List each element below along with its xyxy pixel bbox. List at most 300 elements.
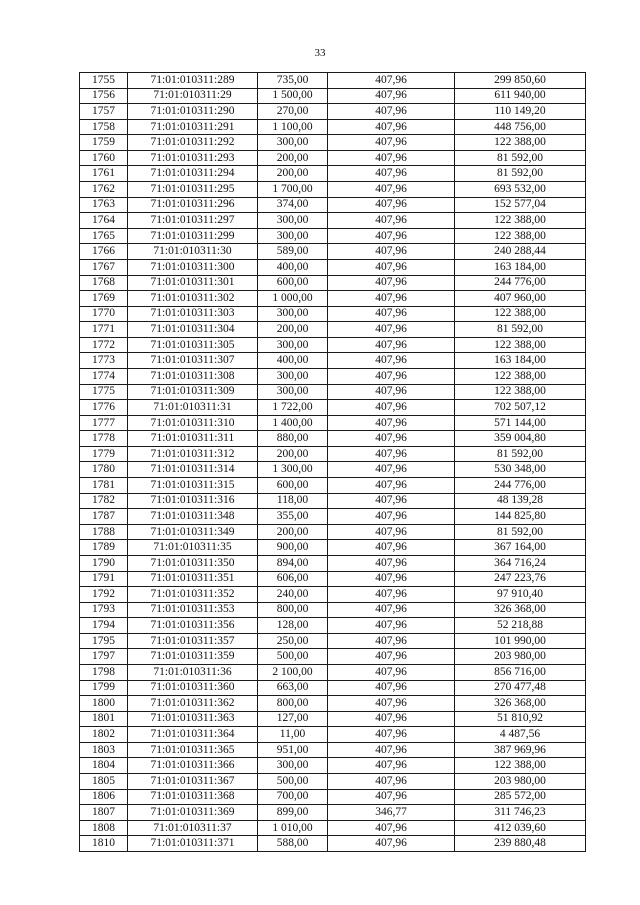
cadastral-value-cell: 81 592,00: [455, 150, 586, 166]
table-row: [80, 119, 586, 135]
row-number-cell: 1807: [80, 805, 128, 821]
area-cell: 899,00: [258, 805, 328, 821]
area-cell: 300,00: [258, 228, 328, 244]
area-cell: 600,00: [258, 478, 328, 494]
row-number-cell: 1761: [80, 166, 128, 182]
cadastral-number-cell: 71:01:010311:31: [128, 400, 258, 416]
area-cell: 900,00: [258, 540, 328, 556]
cadastral-number-cell: 71:01:010311:30: [128, 244, 258, 260]
cadastral-number-cell: 71:01:010311:296: [128, 197, 258, 213]
row-number-cell: 1810: [80, 836, 128, 852]
table-row: [80, 322, 586, 338]
area-cell: 1 300,00: [258, 462, 328, 478]
row-number-cell: 1770: [80, 306, 128, 322]
cadastral-number-cell: 71:01:010311:307: [128, 353, 258, 369]
area-cell: 400,00: [258, 353, 328, 369]
area-cell: 1 010,00: [258, 820, 328, 836]
cadastral-value-cell: 611 940,00: [455, 88, 586, 104]
area-cell: 200,00: [258, 166, 328, 182]
table-row: [80, 306, 586, 322]
area-cell: 300,00: [258, 306, 328, 322]
specific-value-cell: 407,96: [328, 540, 455, 556]
table-row: [80, 493, 586, 509]
specific-value-cell: 407,96: [328, 135, 455, 151]
row-number-cell: 1790: [80, 555, 128, 571]
area-cell: 200,00: [258, 524, 328, 540]
specific-value-cell: 407,96: [328, 758, 455, 774]
cadastral-value-cell: 122 388,00: [455, 228, 586, 244]
cadastral-value-cell: 448 756,00: [455, 119, 586, 135]
cadastral-number-cell: 71:01:010311:362: [128, 696, 258, 712]
area-cell: 374,00: [258, 197, 328, 213]
row-number-cell: 1803: [80, 742, 128, 758]
specific-value-cell: 407,96: [328, 368, 455, 384]
table-row: [80, 711, 586, 727]
area-cell: 1 000,00: [258, 291, 328, 307]
specific-value-cell: 407,96: [328, 836, 455, 852]
row-number-cell: 1755: [80, 73, 128, 89]
table-row: [80, 73, 586, 89]
specific-value-cell: 407,96: [328, 244, 455, 260]
cadastral-value-cell: 285 572,00: [455, 789, 586, 805]
cadastral-value-cell: 122 388,00: [455, 384, 586, 400]
cadastral-value-cell: 359 004,80: [455, 431, 586, 447]
row-number-cell: 1758: [80, 119, 128, 135]
cadastral-value-cell: 203 980,00: [455, 774, 586, 790]
table-row: [80, 587, 586, 603]
row-number-cell: 1792: [80, 587, 128, 603]
row-number-cell: 1757: [80, 104, 128, 120]
row-number-cell: 1772: [80, 337, 128, 353]
area-cell: 735,00: [258, 73, 328, 89]
cadastral-value-cell: 244 776,00: [455, 275, 586, 291]
row-number-cell: 1798: [80, 664, 128, 680]
table-row: [80, 524, 586, 540]
table-row: [80, 602, 586, 618]
row-number-cell: 1808: [80, 820, 128, 836]
cadastral-number-cell: 71:01:010311:293: [128, 150, 258, 166]
table-row: [80, 291, 586, 307]
specific-value-cell: 407,96: [328, 431, 455, 447]
cadastral-value-cell: 122 388,00: [455, 758, 586, 774]
cadastral-value-cell: 144 825,80: [455, 509, 586, 525]
table-row: [80, 431, 586, 447]
cadastral-value-cell: 122 388,00: [455, 368, 586, 384]
cadastral-value-cell: 163 184,00: [455, 353, 586, 369]
area-cell: 300,00: [258, 368, 328, 384]
cadastral-number-cell: 71:01:010311:302: [128, 291, 258, 307]
cadastral-number-cell: 71:01:010311:359: [128, 649, 258, 665]
table-row: [80, 774, 586, 790]
cadastral-value-cell: 326 368,00: [455, 602, 586, 618]
cadastral-value-cell: 702 507,12: [455, 400, 586, 416]
area-cell: 300,00: [258, 135, 328, 151]
cadastral-number-cell: 71:01:010311:349: [128, 524, 258, 540]
cadastral-number-cell: 71:01:010311:363: [128, 711, 258, 727]
row-number-cell: 1763: [80, 197, 128, 213]
table-row: [80, 462, 586, 478]
area-cell: 663,00: [258, 680, 328, 696]
cadastral-value-cell: 163 184,00: [455, 259, 586, 275]
specific-value-cell: 407,96: [328, 400, 455, 416]
row-number-cell: 1764: [80, 213, 128, 229]
table-row: [80, 742, 586, 758]
table-row: [80, 213, 586, 229]
area-cell: 300,00: [258, 758, 328, 774]
area-cell: 400,00: [258, 259, 328, 275]
area-cell: 270,00: [258, 104, 328, 120]
cadastral-number-cell: 71:01:010311:316: [128, 493, 258, 509]
row-number-cell: 1760: [80, 150, 128, 166]
specific-value-cell: 407,96: [328, 633, 455, 649]
row-number-cell: 1800: [80, 696, 128, 712]
specific-value-cell: 407,96: [328, 384, 455, 400]
row-number-cell: 1756: [80, 88, 128, 104]
table-row: [80, 259, 586, 275]
table-row: [80, 571, 586, 587]
cadastral-value-cell: 122 388,00: [455, 306, 586, 322]
row-number-cell: 1777: [80, 415, 128, 431]
row-number-cell: 1781: [80, 478, 128, 494]
row-number-cell: 1771: [80, 322, 128, 338]
row-number-cell: 1779: [80, 446, 128, 462]
table-body: [80, 73, 586, 852]
row-number-cell: 1768: [80, 275, 128, 291]
table-row: [80, 664, 586, 680]
area-cell: 355,00: [258, 509, 328, 525]
row-number-cell: 1778: [80, 431, 128, 447]
cadastral-value-cell: 407 960,00: [455, 291, 586, 307]
row-number-cell: 1788: [80, 524, 128, 540]
area-cell: 1 700,00: [258, 182, 328, 198]
cadastral-value-cell: 97 910,40: [455, 587, 586, 603]
specific-value-cell: 407,96: [328, 337, 455, 353]
specific-value-cell: 407,96: [328, 774, 455, 790]
cadastral-value-cell: 4 487,56: [455, 727, 586, 743]
specific-value-cell: 407,96: [328, 711, 455, 727]
cadastral-value-cell: 52 218,88: [455, 618, 586, 634]
cadastral-number-cell: 71:01:010311:367: [128, 774, 258, 790]
table-row: [80, 680, 586, 696]
specific-value-cell: 407,96: [328, 73, 455, 89]
specific-value-cell: 407,96: [328, 259, 455, 275]
cadastral-value-cell: 122 388,00: [455, 135, 586, 151]
cadastral-number-cell: 71:01:010311:37: [128, 820, 258, 836]
specific-value-cell: 407,96: [328, 166, 455, 182]
row-number-cell: 1802: [80, 727, 128, 743]
cadastral-number-cell: 71:01:010311:297: [128, 213, 258, 229]
cadastral-value-cell: 81 592,00: [455, 166, 586, 182]
specific-value-cell: 407,96: [328, 509, 455, 525]
specific-value-cell: 407,96: [328, 291, 455, 307]
specific-value-cell: 407,96: [328, 322, 455, 338]
table-row: [80, 836, 586, 852]
specific-value-cell: 346,77: [328, 805, 455, 821]
specific-value-cell: 407,96: [328, 696, 455, 712]
table-row: [80, 633, 586, 649]
cadastral-number-cell: 71:01:010311:360: [128, 680, 258, 696]
page-number: 33: [314, 47, 326, 59]
row-number-cell: 1795: [80, 633, 128, 649]
table-row: [80, 104, 586, 120]
table-row: [80, 400, 586, 416]
row-number-cell: 1773: [80, 353, 128, 369]
specific-value-cell: 407,96: [328, 462, 455, 478]
specific-value-cell: 407,96: [328, 664, 455, 680]
area-cell: 200,00: [258, 150, 328, 166]
table-row: [80, 244, 586, 260]
cadastral-number-cell: 71:01:010311:309: [128, 384, 258, 400]
area-cell: 800,00: [258, 602, 328, 618]
cadastral-value-cell: 326 368,00: [455, 696, 586, 712]
specific-value-cell: 407,96: [328, 478, 455, 494]
specific-value-cell: 407,96: [328, 680, 455, 696]
cadastral-number-cell: 71:01:010311:315: [128, 478, 258, 494]
cadastral-value-cell: 299 850,60: [455, 73, 586, 89]
row-number-cell: 1804: [80, 758, 128, 774]
area-cell: 800,00: [258, 696, 328, 712]
cadastral-number-cell: 71:01:010311:294: [128, 166, 258, 182]
row-number-cell: 1782: [80, 493, 128, 509]
area-cell: 200,00: [258, 322, 328, 338]
table-row: [80, 135, 586, 151]
area-cell: 1 400,00: [258, 415, 328, 431]
cadastral-number-cell: 71:01:010311:357: [128, 633, 258, 649]
table-row: [80, 415, 586, 431]
row-number-cell: 1759: [80, 135, 128, 151]
row-number-cell: 1776: [80, 400, 128, 416]
cadastral-value-cell: 311 746,23: [455, 805, 586, 821]
cadastral-value-cell: 81 592,00: [455, 524, 586, 540]
table-row: [80, 150, 586, 166]
cadastral-number-cell: 71:01:010311:364: [128, 727, 258, 743]
cadastral-number-cell: 71:01:010311:304: [128, 322, 258, 338]
table-row: [80, 555, 586, 571]
specific-value-cell: 407,96: [328, 275, 455, 291]
cadastral-value-cell: 387 969,96: [455, 742, 586, 758]
table-row: [80, 353, 586, 369]
cadastral-number-cell: 71:01:010311:295: [128, 182, 258, 198]
table-row: [80, 182, 586, 198]
table-row: [80, 618, 586, 634]
area-cell: 500,00: [258, 774, 328, 790]
area-cell: 1 100,00: [258, 119, 328, 135]
table-row: [80, 820, 586, 836]
row-number-cell: 1787: [80, 509, 128, 525]
specific-value-cell: 407,96: [328, 213, 455, 229]
cadastral-number-cell: 71:01:010311:300: [128, 259, 258, 275]
specific-value-cell: 407,96: [328, 649, 455, 665]
table-row: [80, 368, 586, 384]
table-row: [80, 275, 586, 291]
specific-value-cell: 407,96: [328, 820, 455, 836]
specific-value-cell: 407,96: [328, 182, 455, 198]
cadastral-value-cell: 240 288,44: [455, 244, 586, 260]
area-cell: 127,00: [258, 711, 328, 727]
specific-value-cell: 407,96: [328, 727, 455, 743]
area-cell: 894,00: [258, 555, 328, 571]
cadastral-value-cell: 856 716,00: [455, 664, 586, 680]
row-number-cell: 1775: [80, 384, 128, 400]
row-number-cell: 1806: [80, 789, 128, 805]
row-number-cell: 1765: [80, 228, 128, 244]
table-row: [80, 649, 586, 665]
cadastral-number-cell: 71:01:010311:303: [128, 306, 258, 322]
cadastral-value-cell: 101 990,00: [455, 633, 586, 649]
cadastral-value-cell: 110 149,20: [455, 104, 586, 120]
row-number-cell: 1762: [80, 182, 128, 198]
row-number-cell: 1766: [80, 244, 128, 260]
cadastral-number-cell: 71:01:010311:291: [128, 119, 258, 135]
cadastral-value-cell: 412 039,60: [455, 820, 586, 836]
table-row: [80, 509, 586, 525]
table-row: [80, 446, 586, 462]
area-cell: 880,00: [258, 431, 328, 447]
specific-value-cell: 407,96: [328, 197, 455, 213]
row-number-cell: 1789: [80, 540, 128, 556]
cadastral-number-cell: 71:01:010311:369: [128, 805, 258, 821]
area-cell: 700,00: [258, 789, 328, 805]
cadastral-value-cell: 693 532,00: [455, 182, 586, 198]
table-row: [80, 727, 586, 743]
table-row: [80, 540, 586, 556]
area-cell: 951,00: [258, 742, 328, 758]
cadastral-number-cell: 71:01:010311:311: [128, 431, 258, 447]
specific-value-cell: 407,96: [328, 228, 455, 244]
table-row: [80, 789, 586, 805]
cadastral-value-cell: 203 980,00: [455, 649, 586, 665]
cadastral-number-cell: 71:01:010311:36: [128, 664, 258, 680]
cadastral-number-cell: 71:01:010311:305: [128, 337, 258, 353]
area-cell: 2 100,00: [258, 664, 328, 680]
area-cell: 300,00: [258, 213, 328, 229]
area-cell: 250,00: [258, 633, 328, 649]
cadastral-value-cell: 122 388,00: [455, 337, 586, 353]
row-number-cell: 1797: [80, 649, 128, 665]
area-cell: 1 500,00: [258, 88, 328, 104]
specific-value-cell: 407,96: [328, 415, 455, 431]
table-row: [80, 384, 586, 400]
row-number-cell: 1801: [80, 711, 128, 727]
specific-value-cell: 407,96: [328, 789, 455, 805]
row-number-cell: 1791: [80, 571, 128, 587]
cadastral-value-cell: 367 164,00: [455, 540, 586, 556]
table-row: [80, 696, 586, 712]
table-row: [80, 805, 586, 821]
specific-value-cell: 407,96: [328, 88, 455, 104]
area-cell: 588,00: [258, 836, 328, 852]
cadastral-number-cell: 71:01:010311:366: [128, 758, 258, 774]
specific-value-cell: 407,96: [328, 571, 455, 587]
row-number-cell: 1774: [80, 368, 128, 384]
cadastral-value-cell: 270 477,48: [455, 680, 586, 696]
row-number-cell: 1767: [80, 259, 128, 275]
cadastral-value-cell: 152 577,04: [455, 197, 586, 213]
row-number-cell: 1793: [80, 602, 128, 618]
table-row: [80, 337, 586, 353]
cadastral-number-cell: 71:01:010311:351: [128, 571, 258, 587]
table-row: [80, 88, 586, 104]
cadastral-value-cell: 122 388,00: [455, 213, 586, 229]
row-number-cell: 1805: [80, 774, 128, 790]
cadastral-value-cell: 81 592,00: [455, 446, 586, 462]
specific-value-cell: 407,96: [328, 104, 455, 120]
specific-value-cell: 407,96: [328, 587, 455, 603]
table-row: [80, 758, 586, 774]
cadastral-number-cell: 71:01:010311:308: [128, 368, 258, 384]
cadastral-number-cell: 71:01:010311:365: [128, 742, 258, 758]
area-cell: 300,00: [258, 384, 328, 400]
area-cell: 200,00: [258, 446, 328, 462]
cadastral-number-cell: 71:01:010311:301: [128, 275, 258, 291]
cadastral-value-cell: 364 716,24: [455, 555, 586, 571]
area-cell: 1 722,00: [258, 400, 328, 416]
specific-value-cell: 407,96: [328, 446, 455, 462]
cadastral-value-cell: 48 139,28: [455, 493, 586, 509]
cadastral-value-cell: 239 880,48: [455, 836, 586, 852]
cadastral-number-cell: 71:01:010311:368: [128, 789, 258, 805]
cadastral-number-cell: 71:01:010311:312: [128, 446, 258, 462]
cadastral-value-cell: 530 348,00: [455, 462, 586, 478]
row-number-cell: 1780: [80, 462, 128, 478]
row-number-cell: 1794: [80, 618, 128, 634]
specific-value-cell: 407,96: [328, 119, 455, 135]
area-cell: 600,00: [258, 275, 328, 291]
cadastral-number-cell: 71:01:010311:292: [128, 135, 258, 151]
table-row: [80, 197, 586, 213]
area-cell: 118,00: [258, 493, 328, 509]
cadastral-number-cell: 71:01:010311:29: [128, 88, 258, 104]
specific-value-cell: 407,96: [328, 150, 455, 166]
specific-value-cell: 407,96: [328, 493, 455, 509]
table-row: [80, 228, 586, 244]
cadastral-number-cell: 71:01:010311:353: [128, 602, 258, 618]
row-number-cell: 1799: [80, 680, 128, 696]
area-cell: 300,00: [258, 337, 328, 353]
cadastral-number-cell: 71:01:010311:314: [128, 462, 258, 478]
cadastral-number-cell: 71:01:010311:348: [128, 509, 258, 525]
cadastral-number-cell: 71:01:010311:299: [128, 228, 258, 244]
table-row: [80, 166, 586, 182]
area-cell: 128,00: [258, 618, 328, 634]
area-cell: 589,00: [258, 244, 328, 260]
area-cell: 240,00: [258, 587, 328, 603]
cadastral-number-cell: 71:01:010311:352: [128, 587, 258, 603]
specific-value-cell: 407,96: [328, 555, 455, 571]
cadastral-value-cell: 51 810,92: [455, 711, 586, 727]
table-row: [80, 478, 586, 494]
cadastral-number-cell: 71:01:010311:290: [128, 104, 258, 120]
specific-value-cell: 407,96: [328, 742, 455, 758]
land-register-table: [79, 72, 586, 852]
cadastral-number-cell: 71:01:010311:35: [128, 540, 258, 556]
cadastral-number-cell: 71:01:010311:356: [128, 618, 258, 634]
specific-value-cell: 407,96: [328, 306, 455, 322]
cadastral-number-cell: 71:01:010311:310: [128, 415, 258, 431]
area-cell: 11,00: [258, 727, 328, 743]
cadastral-number-cell: 71:01:010311:350: [128, 555, 258, 571]
row-number-cell: 1769: [80, 291, 128, 307]
cadastral-value-cell: 244 776,00: [455, 478, 586, 494]
cadastral-number-cell: 71:01:010311:371: [128, 836, 258, 852]
cadastral-value-cell: 247 223,76: [455, 571, 586, 587]
area-cell: 606,00: [258, 571, 328, 587]
specific-value-cell: 407,96: [328, 618, 455, 634]
specific-value-cell: 407,96: [328, 524, 455, 540]
cadastral-value-cell: 81 592,00: [455, 322, 586, 338]
specific-value-cell: 407,96: [328, 353, 455, 369]
area-cell: 500,00: [258, 649, 328, 665]
